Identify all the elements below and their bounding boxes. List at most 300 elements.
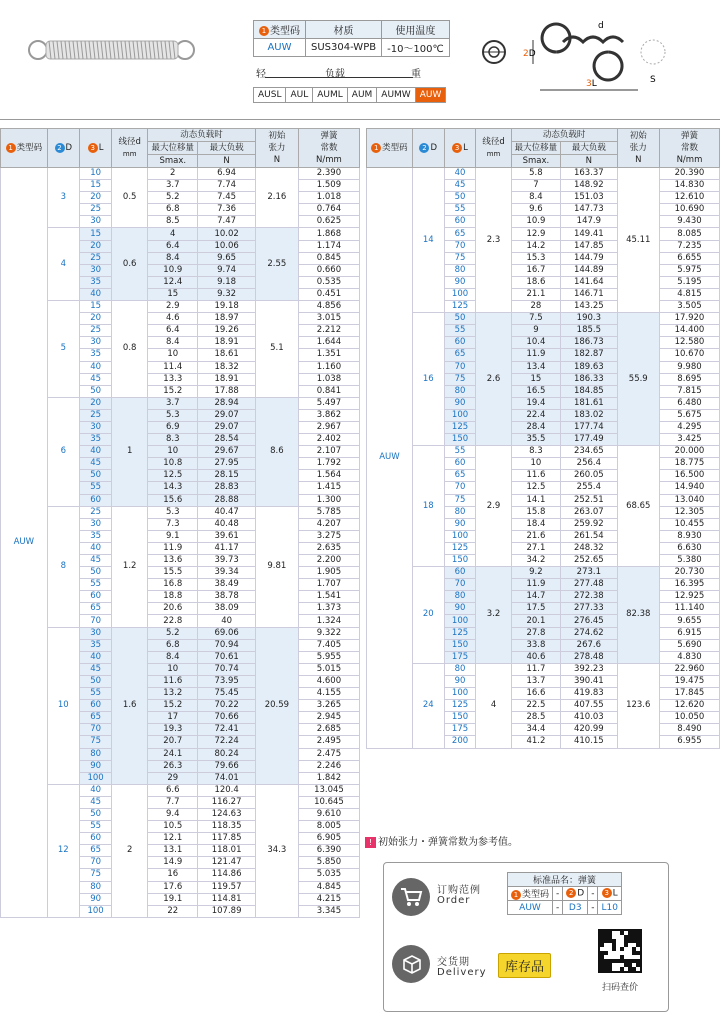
l-cell: 80: [444, 264, 476, 276]
l-cell: 30: [79, 627, 111, 639]
smax-cell: 18.6: [511, 276, 560, 288]
l-cell: 10: [79, 168, 111, 180]
k-cell: 2.212: [298, 325, 359, 337]
table-row: [1, 168, 360, 180]
delivery-title: 交货期: [437, 957, 470, 968]
fmax-cell: 38.78: [198, 591, 255, 603]
fmax-cell: 256.4: [561, 458, 617, 470]
smax-cell: 5.8: [511, 168, 560, 180]
series-auml: AUML: [312, 87, 348, 103]
smax-cell: 15.5: [148, 567, 198, 579]
l-cell: 40: [79, 446, 111, 458]
l-cell: 55: [444, 325, 476, 337]
smax-cell: 16.8: [148, 579, 198, 591]
l-cell: 35: [79, 530, 111, 542]
fmax-cell: 144.89: [561, 264, 617, 276]
smax-cell: 41.2: [511, 736, 560, 748]
smax-cell: 29: [148, 772, 198, 784]
k-cell: 4.845: [298, 881, 359, 893]
smax-cell: 6.4: [148, 240, 198, 252]
fmax-cell: 19.26: [198, 325, 255, 337]
fmax-cell: 252.65: [561, 555, 617, 567]
wire-cell: 4: [476, 663, 511, 748]
fmax-cell: 277.48: [561, 579, 617, 591]
l-cell: 100: [444, 530, 476, 542]
spring-product-image: [22, 32, 202, 68]
fmax-cell: 390.41: [561, 675, 617, 687]
cart-glyph: [400, 887, 424, 907]
smax-cell: 34.4: [511, 724, 560, 736]
fmax-cell: 40: [198, 615, 255, 627]
table-row: [367, 663, 720, 675]
l-cell: 55: [79, 482, 111, 494]
fmax-cell: 147.73: [561, 204, 617, 216]
l-cell: 15: [79, 301, 111, 313]
k-cell: 5.785: [298, 506, 359, 518]
smax-cell: 33.8: [511, 639, 560, 651]
k-cell: 4.600: [298, 675, 359, 687]
wire-cell: 0.5: [112, 168, 148, 228]
smax-cell: 11.6: [148, 675, 198, 687]
fmax-cell: 18.91: [198, 337, 255, 349]
table-row: [1, 784, 360, 796]
k-cell: 22.960: [659, 663, 719, 675]
k-cell: 9.322: [298, 627, 359, 639]
k-cell: 1.564: [298, 470, 359, 482]
l-cell: 25: [79, 325, 111, 337]
k-cell: 1.415: [298, 482, 359, 494]
fmax-cell: 69.06: [198, 627, 255, 639]
fmax-cell: 177.74: [561, 421, 617, 433]
k-cell: 7.815: [659, 385, 719, 397]
right-spec-table: 1 类型码 2 D 3 L 线径d mm 动态负载时 初始 张力 N 弹簧 常数 N/mm 最大位移量 最大负载 Smax. N AUW 14 40 2.3 5.8 163.37 45.11 20.390 45 7 148.92 14.830 50 8.4 151.03 12.610 55 9.6 147.73 10.690 60 10.9 147.9 9.430 65 12.9 149.41 8.085 70 14.2 147.85 7.235 75 15.3 144.79 6.655 80 16.7 144.89 5.975 90 18.6 141.64 5.195 100 21.1 146.71 4.815 125 28 143.25 3.505 16 50 2.6 7.5 190.3 55.9 17.920 55 9 185.5 14.400 60 10.4 186.73 12.580 65 11.9 182.87 10.670 70 13.4 189.63 9.980 75 15 186.33 8.695 80 16.5 184.85 7.815 90 19.4 181.61 6.480 100 22.4 183.02 5.675 125 28.4 177.74 4.295 150 35.5 177.49 3.425 18 55 2.9 8.3 234.65 68.65 20.000 60 10 256.4 18.775 65 11.6 260.05 16.500 70 12.5 255.4 14.940 75 14.1 252.51 13.040 80 15.8 263.07 12.305 90 18.4 259.92 10.455 100 21.6 261.54 8.930 125 27.1 248.32 6.630 150 34.2 252.65 5.380 20 60 3.2 9.2 273.1 82.38 20.730 70 11.9 277.48 16.395 80 14.7 272.38 12.925 90 17.5 277.33 11.140 100 20.1 276.45 9.655 125 27.8 274.62 6.915 150 33.8 267.6 5.690 175 40.6 278.48 4.830 24 80 4 11.7 392.23 123.6 22.960 90 13.7 390.41 19.475 100 16.6 419.83 17.845 125 22.5 407.55 12.620 150 28.5 410.03 10.050 175 34.4 420.99 8.490 200 41.2 410.15 6.955: [366, 128, 720, 749]
fmax-cell: 255.4: [561, 482, 617, 494]
smax-cell: 18.8: [148, 591, 198, 603]
l-cell: 80: [79, 748, 111, 760]
l-cell: 25: [79, 252, 111, 264]
k-cell: 17.920: [659, 313, 719, 325]
l-cell: 60: [79, 833, 111, 845]
l-cell: 30: [79, 421, 111, 433]
smax-cell: 26.3: [148, 760, 198, 772]
fmax-cell: 141.64: [561, 276, 617, 288]
k-cell: 1.644: [298, 337, 359, 349]
left-spec-table: 1 类型码 2 D 3 L 线径d mm 动态负载时 初始 张力 N 弹簧 常数 N/mm 最大位移量 最大负载 Smax. N AUW 3 10 0.5 2 6.94 2.16 2.390 15 3.7 7.74 1.509 20 5.2 7.45 1.018 25 6.8 7.36 0.764 30 8.5 7.47 0.625 4 15 0.6 4 10.02 2.55 1.868 20 6.4 10.06 1.174 25 8.4 9.65 0.845 30 10.9 9.74 0.660 35 12.4 9.18 0.535 40 15 9.32 0.451 5 15 0.8 2.9 19.18 5.1 4.856 20 4.6 18.97 3.015 25 6.4 19.26 2.212 30 8.4 18.91 1.644 35 10 18.61 1.351 40 11.4 18.32 1.160 45 13.3 18.91 1.038 50 15.2 17.88 0.841 6 20 1 3.7 28.94 8.6 5.497 25 5.3 29.07 3.862 30 6.9 29.07 2.967 35 8.3 28.54 2.402 40 10 29.67 2.107 45 10.8 27.95 1.792 50 12.5 28.15 1.564 55 14.3 28.83 1.415 60 15.6 28.88 1.300 8 25 1.2 5.3 40.47 9.81 5.785 30 7.3 40.48 4.207 35 9.1 39.61 3.275 40 11.9 41.17 2.635 45 13.6 39.73 2.200 50 15.5 39.34 1.905 55 16.8 38.49 1.707 60 18.8 38.78 1.541 65 20.6 38.09 1.373 70 22.8 40 1.324 10 30 1.6 5.2 69.06 20.59 9.322 35 6.8 70.94 7.405 40 8.4 70.61 5.955 45 10 70.74 5.015 50 11.6 73.95 4.600 55 13.2 75.45 4.155 60 15.2 70.22 3.265 65 17 70.66 2.945 70 19.3 72.41 2.685 75 20.7 72.24 2.495 80 24.1 80.24 2.475 90 26.3 79.66 2.246 100 29 74.01 1.842 12 40 2 6.6 120.4 34.3 13.045 45 7.7 116.27 10.645 50 9.4 124.63 9.610 55 10.5 118.35 8.005 60 12.1 117.85 6.905 65 13.1 118.01 6.390 70 14.9 121.47 5.850 75 16 114.86 5.035 80 17.6 119.57 4.845 90 19.1 114.81 4.215 100 22 107.89 3.345: [0, 128, 360, 918]
smax-cell: 15.3: [511, 252, 560, 264]
smax-cell: 10: [148, 663, 198, 675]
fmax-cell: 183.02: [561, 409, 617, 421]
fmax-cell: 29.07: [198, 421, 255, 433]
smax-cell: 14.1: [511, 494, 560, 506]
smax-cell: 15.2: [148, 385, 198, 397]
k-cell: 3.862: [298, 409, 359, 421]
k-cell: 4.215: [298, 893, 359, 905]
k-cell: 6.480: [659, 397, 719, 409]
init-cell: 45.11: [617, 168, 659, 313]
fmax-cell: 28.83: [198, 482, 255, 494]
l-cell: 45: [79, 555, 111, 567]
k-cell: 12.610: [659, 192, 719, 204]
l-cell: 20: [79, 397, 111, 409]
fmax-cell: 39.34: [198, 567, 255, 579]
l-cell: 70: [79, 724, 111, 736]
k-cell: 12.305: [659, 506, 719, 518]
smax-cell: 14.3: [148, 482, 198, 494]
k-cell: 13.045: [298, 784, 359, 796]
k-cell: 8.085: [659, 228, 719, 240]
smax-cell: 5.3: [148, 409, 198, 421]
l-cell: 35: [79, 276, 111, 288]
fmax-cell: 107.89: [198, 905, 255, 917]
init-cell: 9.81: [255, 506, 298, 627]
k-cell: 6.630: [659, 542, 719, 554]
col-k: 弹簧 常数 N/mm: [659, 129, 719, 168]
l-cell: 25: [79, 506, 111, 518]
l-cell: 70: [444, 579, 476, 591]
smax-cell: 16.6: [511, 688, 560, 700]
k-cell: 2.945: [298, 712, 359, 724]
l-cell: 175: [444, 651, 476, 663]
k-cell: 17.845: [659, 688, 719, 700]
smax-cell: 40.6: [511, 651, 560, 663]
fmax-cell: 40.48: [198, 518, 255, 530]
smax-cell: 9.6: [511, 204, 560, 216]
series-aum: AUM: [347, 87, 378, 103]
fmax-cell: 392.23: [561, 663, 617, 675]
fmax-cell: 114.86: [198, 869, 255, 881]
l-cell: 40: [79, 784, 111, 796]
spec-temp: -10〜100℃: [382, 39, 450, 57]
smax-cell: 14.2: [511, 240, 560, 252]
k-cell: 16.395: [659, 579, 719, 591]
smax-cell: 19.3: [148, 724, 198, 736]
smax-cell: 35.5: [511, 434, 560, 446]
fmax-cell: 147.9: [561, 216, 617, 228]
l-cell: 50: [444, 192, 476, 204]
l-cell: 80: [79, 881, 111, 893]
k-cell: 10.455: [659, 518, 719, 530]
k-cell: 2.635: [298, 542, 359, 554]
k-cell: 1.160: [298, 361, 359, 373]
smax-cell: 11.4: [148, 361, 198, 373]
smax-cell: 13.7: [511, 675, 560, 687]
smax-cell: 10: [148, 446, 198, 458]
k-cell: 1.792: [298, 458, 359, 470]
smax-cell: 24.1: [148, 748, 198, 760]
l-cell: 125: [444, 421, 476, 433]
table-row: [1, 228, 360, 240]
k-cell: 11.140: [659, 603, 719, 615]
smax-cell: 15: [511, 373, 560, 385]
fmax-cell: 9.65: [198, 252, 255, 264]
load-label: 负载: [325, 69, 345, 80]
fmax-cell: 39.73: [198, 555, 255, 567]
l-cell: 75: [444, 373, 476, 385]
k-cell: 3.015: [298, 313, 359, 325]
smax-cell: 16.5: [511, 385, 560, 397]
fmax-cell: 28.88: [198, 494, 255, 506]
fmax-cell: 177.49: [561, 434, 617, 446]
smax-cell: 9.4: [148, 808, 198, 820]
smax-cell: 13.3: [148, 373, 198, 385]
k-cell: 6.955: [659, 736, 719, 748]
k-cell: 6.390: [298, 845, 359, 857]
k-cell: 10.690: [659, 204, 719, 216]
l-cell: 60: [444, 337, 476, 349]
wire-cell: 2.6: [476, 313, 511, 446]
k-cell: 5.975: [659, 264, 719, 276]
fmax-cell: 72.24: [198, 736, 255, 748]
fmax-cell: 272.38: [561, 591, 617, 603]
smax-cell: 10.9: [148, 264, 198, 276]
k-cell: 8.695: [659, 373, 719, 385]
l-cell: 20: [79, 313, 111, 325]
k-cell: 14.940: [659, 482, 719, 494]
smax-cell: 8.3: [511, 446, 560, 458]
l-cell: 80: [444, 506, 476, 518]
smax-cell: 4: [148, 228, 198, 240]
fmax-cell: 151.03: [561, 192, 617, 204]
smax-cell: 10.9: [511, 216, 560, 228]
l-cell: 40: [444, 168, 476, 180]
k-cell: 6.905: [298, 833, 359, 845]
k-cell: 20.390: [659, 168, 719, 180]
fmax-cell: 119.57: [198, 881, 255, 893]
k-cell: 4.155: [298, 688, 359, 700]
smax-cell: 18.4: [511, 518, 560, 530]
fmax-cell: 252.51: [561, 494, 617, 506]
k-cell: 12.925: [659, 591, 719, 603]
l-cell: 60: [79, 591, 111, 603]
smax-cell: 10.4: [511, 337, 560, 349]
smax-cell: 5.2: [148, 627, 198, 639]
smax-cell: 12.5: [148, 470, 198, 482]
smax-cell: 6.6: [148, 784, 198, 796]
series-ausl: AUSL: [253, 87, 286, 103]
fmax-cell: 185.5: [561, 325, 617, 337]
l-cell: 65: [444, 470, 476, 482]
wire-cell: 2.3: [476, 168, 511, 313]
fmax-cell: 420.99: [561, 724, 617, 736]
table-row: [367, 313, 720, 325]
spec-header-material: 材质: [306, 21, 382, 39]
type-code-cell: AUW: [1, 168, 48, 918]
smax-cell: 16: [148, 869, 198, 881]
col-k: 弹簧 常数 N/mm: [298, 129, 359, 168]
smax-cell: 27.1: [511, 542, 560, 554]
k-cell: 1.373: [298, 603, 359, 615]
smax-cell: 22.5: [511, 700, 560, 712]
fmax-cell: 276.45: [561, 615, 617, 627]
l-cell: 90: [79, 893, 111, 905]
l-cell: 80: [444, 385, 476, 397]
col-fmax: 最大负载: [561, 142, 617, 155]
col-dynamic: 动态负载时: [148, 129, 256, 142]
smax-cell: 11.9: [148, 542, 198, 554]
fmax-cell: 182.87: [561, 349, 617, 361]
fmax-cell: 9.74: [198, 264, 255, 276]
k-cell: 8.005: [298, 821, 359, 833]
smax-cell: 19.4: [511, 397, 560, 409]
l-cell: 150: [444, 434, 476, 446]
order-std-name: 标准品名：弹簧: [508, 873, 622, 887]
k-cell: 5.195: [659, 276, 719, 288]
init-cell: 5.1: [255, 301, 298, 398]
l-cell: 45: [79, 458, 111, 470]
fmax-cell: 267.6: [561, 639, 617, 651]
init-cell: 20.59: [255, 627, 298, 784]
smax-cell: 13.4: [511, 361, 560, 373]
table-row: [367, 168, 720, 180]
k-cell: 1.541: [298, 591, 359, 603]
table-row: [1, 397, 360, 409]
smax-cell: 34.2: [511, 555, 560, 567]
fmax-cell: 407.55: [561, 700, 617, 712]
k-cell: 2.200: [298, 555, 359, 567]
wire-cell: 1: [112, 397, 148, 506]
smax-cell: 12.1: [148, 833, 198, 845]
k-cell: 5.015: [298, 663, 359, 675]
l-cell: 125: [444, 627, 476, 639]
fmax-cell: 70.61: [198, 651, 255, 663]
k-cell: 0.535: [298, 276, 359, 288]
k-cell: 7.405: [298, 639, 359, 651]
l-cell: 100: [79, 905, 111, 917]
fmax-cell: 17.88: [198, 385, 255, 397]
k-cell: 14.400: [659, 325, 719, 337]
fmax-cell: 146.71: [561, 288, 617, 300]
k-cell: 7.235: [659, 240, 719, 252]
l-cell: 125: [444, 542, 476, 554]
l-cell: 55: [79, 688, 111, 700]
l-cell: 25: [79, 409, 111, 421]
k-cell: 3.265: [298, 700, 359, 712]
smax-cell: 17: [148, 712, 198, 724]
fmax-cell: 28.54: [198, 434, 255, 446]
delivery-subtitle: Delivery: [437, 967, 487, 978]
smax-cell: 7.7: [148, 796, 198, 808]
k-cell: 4.207: [298, 518, 359, 530]
l-cell: 55: [444, 204, 476, 216]
smax-cell: 9.1: [148, 530, 198, 542]
l-cell: 30: [79, 337, 111, 349]
smax-cell: 13.6: [148, 555, 198, 567]
fmax-cell: 10.06: [198, 240, 255, 252]
l-cell: 90: [444, 518, 476, 530]
col-D: 2 D: [412, 129, 444, 168]
load-scale: [253, 65, 423, 81]
k-cell: 2.107: [298, 446, 359, 458]
smax-cell: 20.6: [148, 603, 198, 615]
smax-cell: 8.4: [511, 192, 560, 204]
wire-cell: 1.6: [112, 627, 148, 784]
l-cell: 45: [444, 180, 476, 192]
k-cell: 1.018: [298, 192, 359, 204]
init-cell: 82.38: [617, 567, 659, 664]
fmax-cell: 234.65: [561, 446, 617, 458]
l-cell: 25: [79, 204, 111, 216]
k-cell: 4.830: [659, 651, 719, 663]
l-cell: 60: [79, 700, 111, 712]
init-cell: 123.6: [617, 663, 659, 748]
l-cell: 40: [79, 542, 111, 554]
fmax-cell: 261.54: [561, 530, 617, 542]
k-cell: 1.707: [298, 579, 359, 591]
l-cell: 40: [79, 361, 111, 373]
l-cell: 30: [79, 518, 111, 530]
smax-cell: 14.7: [511, 591, 560, 603]
l-cell: 75: [444, 494, 476, 506]
smax-cell: 22.4: [511, 409, 560, 421]
fmax-cell: 116.27: [198, 796, 255, 808]
series-aul: AUL: [285, 87, 313, 103]
k-cell: 10.050: [659, 712, 719, 724]
k-cell: 14.830: [659, 180, 719, 192]
order-subtitle: Order: [437, 895, 471, 906]
l-cell: 20: [79, 240, 111, 252]
l-cell: 90: [444, 675, 476, 687]
col-L: 3 L: [444, 129, 476, 168]
order-title: 订购范例: [437, 885, 481, 896]
smax-cell: 11.9: [511, 349, 560, 361]
fmax-cell: 118.35: [198, 821, 255, 833]
k-cell: 0.845: [298, 252, 359, 264]
smax-cell: 15: [148, 288, 198, 300]
fmax-cell: 147.85: [561, 240, 617, 252]
k-cell: 1.509: [298, 180, 359, 192]
smax-cell: 10: [511, 458, 560, 470]
l-cell: 20: [79, 192, 111, 204]
fmax-cell: 419.83: [561, 688, 617, 700]
col-fmax: 最大负载: [198, 142, 255, 155]
l-cell: 60: [444, 216, 476, 228]
smax-cell: 27.8: [511, 627, 560, 639]
smax-cell: 20.1: [511, 615, 560, 627]
k-cell: 0.451: [298, 288, 359, 300]
col-init: 初始 张力 N: [255, 129, 298, 168]
k-cell: 2.967: [298, 421, 359, 433]
fmax-cell: 18.97: [198, 313, 255, 325]
k-cell: 5.380: [659, 555, 719, 567]
fmax-cell: 27.95: [198, 458, 255, 470]
l-cell: 80: [444, 591, 476, 603]
dim-d: d: [598, 21, 604, 31]
smax-cell: 15.8: [511, 506, 560, 518]
fmax-cell: 72.41: [198, 724, 255, 736]
table-row: [1, 301, 360, 313]
l-cell: 100: [444, 688, 476, 700]
l-cell: 70: [79, 857, 111, 869]
fmax-cell: 248.32: [561, 542, 617, 554]
fmax-cell: 18.91: [198, 373, 255, 385]
col-type: 1 类型码: [1, 129, 48, 168]
l-cell: 65: [444, 349, 476, 361]
k-cell: 6.655: [659, 252, 719, 264]
l-cell: 60: [79, 494, 111, 506]
fmax-cell: 70.74: [198, 663, 255, 675]
fmax-cell: 79.66: [198, 760, 255, 772]
smax-cell: 6.9: [148, 421, 198, 433]
d-cell: 16: [412, 313, 444, 446]
fmax-cell: 10.02: [198, 228, 255, 240]
d-cell: 3: [47, 168, 79, 228]
smax-cell: 6.8: [148, 639, 198, 651]
qr-code[interactable]: [598, 929, 642, 973]
l-cell: 50: [79, 567, 111, 579]
fmax-cell: 39.61: [198, 530, 255, 542]
k-cell: 2.495: [298, 736, 359, 748]
series-aumw: AUMW: [376, 87, 415, 103]
